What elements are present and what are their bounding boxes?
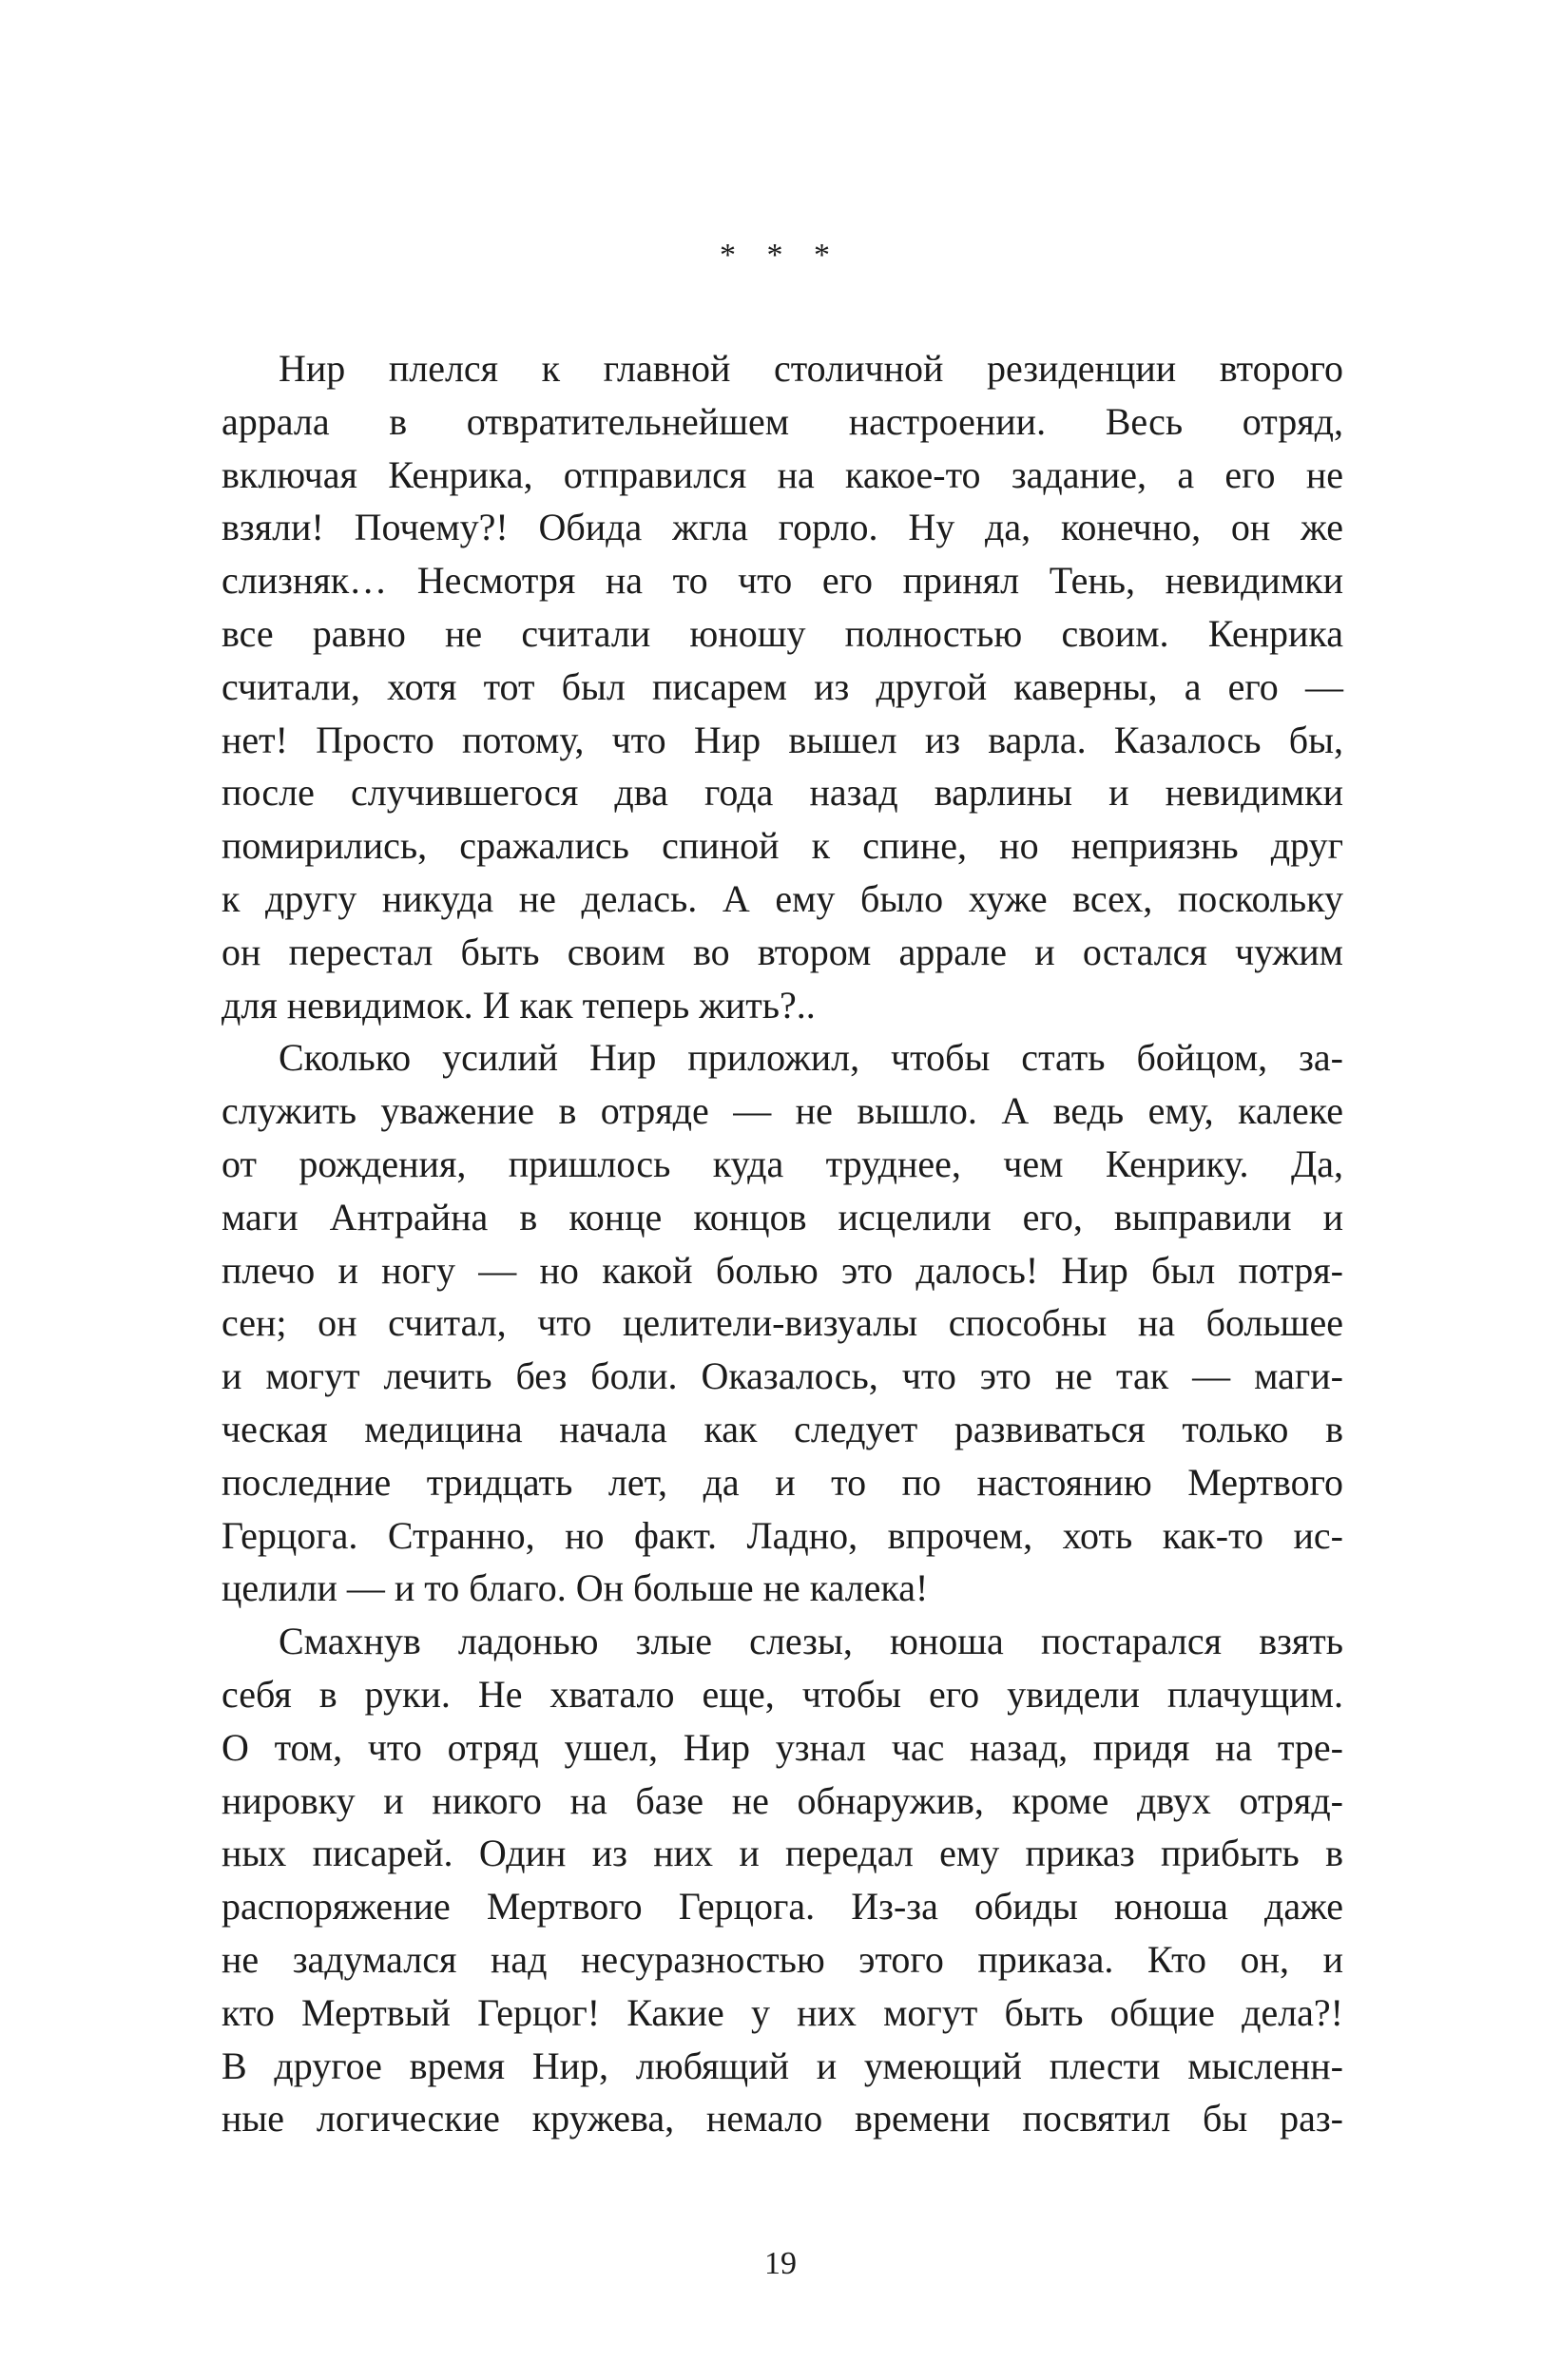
text-line: помирились, сражались спиной к спине, но неприязнь друг (222, 824, 1343, 868)
text-line: целили — и то благо. Он больше не калека! (222, 1566, 929, 1610)
text-line: себя в руки. Не хватало еще, чтобы его увидели плачущим. (222, 1672, 1343, 1716)
text-line: он перестал быть своим во втором аррале и остался чужим (222, 930, 1343, 973)
text-line: кто Мертвый Герцог! Какие у них могут быть общие дела?! (222, 1990, 1343, 2034)
text-line: аррала в отвратительнейшем настроении. Весь отряд, (222, 399, 1343, 443)
text-line: распоряжение Мертвого Герцога. Из-за обиды юноша даже (222, 1885, 1343, 1929)
paragraph (222, 342, 1343, 1031)
text-line: считали, хотя тот был писарем из другой каверны, а его — (222, 664, 1343, 708)
text-line: Сколько усилий Нир приложил, чтобы стать бойцом, за- (279, 1036, 1343, 1080)
paragraph (222, 1031, 1343, 1615)
text-line: и могут лечить без боли. Оказалось, что это не так — маги- (222, 1354, 1343, 1398)
text-line: служить уважение в отряде — не вышло. А ведь ему, калеке (222, 1089, 1343, 1133)
text-line: к другу никуда не делась. А ему было хуже всех, поскольку (222, 876, 1343, 920)
text-line: маги Антрайна в конце концов исцелили его, выправили и (222, 1195, 1343, 1238)
text-line: для невидимок. И как теперь жить?.. (222, 983, 816, 1027)
section-separator: * * * (720, 238, 841, 273)
text-line: все равно не считали юношу полностью своим. Кенрика (222, 611, 1343, 655)
paragraph (222, 1615, 1343, 2145)
text-line: плечо и ногу — но какой болью это далось! Нир был потря- (222, 1248, 1343, 1292)
text-line: Нир плелся к главной столичной резиденции второго (279, 347, 1343, 390)
text-line: от рождения, пришлось куда труднее, чем Кенрику. Да, (222, 1142, 1343, 1185)
text-line: нет! Просто потому, что Нир вышел из варла. Казалось бы, (222, 718, 1343, 761)
text-line: ные логические кружева, немало времени посвятил бы раз- (222, 2097, 1343, 2140)
text-line: В другое время Нир, любящий и умеющий плести мысленн- (222, 2044, 1343, 2087)
text-line: включая Кенрика, отправился на какое-то задание, а его не (222, 452, 1343, 496)
text-line: не задумался над несуразностью этого приказа. Кто он, и (222, 1937, 1343, 1981)
text-line: О том, что отряд ушел, Нир узнал час назад, придя на тре- (222, 1725, 1343, 1769)
text-line: Герцога. Странно, но факт. Ладно, впрочем, хоть как-то ис- (222, 1513, 1343, 1557)
text-line: слизняк… Несмотря на то что его принял Тень, невидимки (222, 559, 1343, 603)
text-line: ческая медицина начала как следует развиваться только в (222, 1407, 1343, 1450)
text-line: Смахнув ладонью злые слезы, юноша постарался взять (279, 1620, 1343, 1663)
text-line: последние тридцать лет, да и то по настоянию Мертвого (222, 1460, 1343, 1504)
text-line: ных писарей. Один из них и передал ему приказ прибыть в (222, 1832, 1343, 1875)
text-line: нировку и никого на базе не обнаружив, кроме двух отряд- (222, 1778, 1343, 1822)
text-line: сен; он считал, что целители-визуалы способны на большее (222, 1301, 1343, 1345)
body-text (222, 342, 1343, 2145)
text-line: после случившегося два года назад варлины и невидимки (222, 771, 1343, 815)
text-line: взяли! Почему?! Обида жгла горло. Ну да, конечно, он же (222, 506, 1343, 549)
page-number: 19 (764, 2246, 797, 2281)
